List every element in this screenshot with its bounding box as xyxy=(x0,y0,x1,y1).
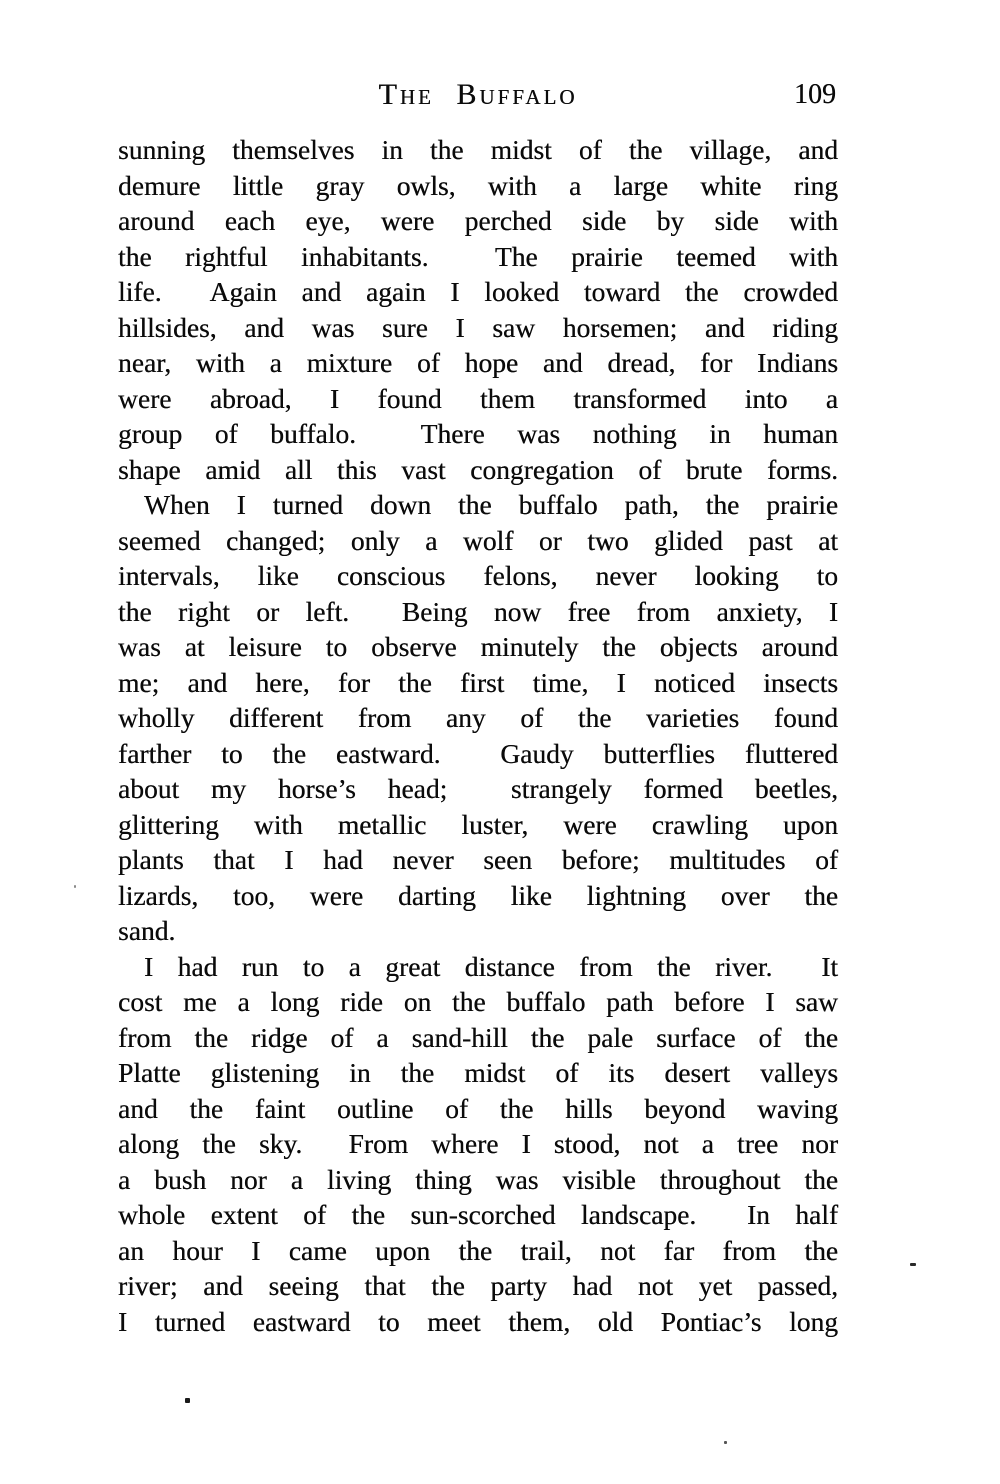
text-line: I had run to a great distance from the river. It xyxy=(144,950,838,982)
text-line: shape amid all this vast congregation of brute forms. xyxy=(118,453,838,485)
page-number: 109 xyxy=(794,79,836,110)
text-line: was at leisure to observe minutely the objects around xyxy=(118,631,838,662)
text-line: sand. xyxy=(118,915,176,946)
text-line: seemed changed; only a wolf or two glided past at xyxy=(118,524,838,556)
text-line: glittering with metallic luster, were crawling upon xyxy=(118,808,838,840)
text-line: intervals, like conscious felons, never looking to xyxy=(118,560,838,591)
text-line: the rightful inhabitants. The prairie teemed with xyxy=(118,240,838,272)
scan-speck xyxy=(185,1398,190,1403)
text-line: an hour I came upon the trail, not far from the xyxy=(118,1234,838,1266)
scan-speck xyxy=(74,885,76,888)
text-line: lizards, too, were darting like lightning over the xyxy=(118,879,838,911)
text-line: farther to the eastward. Gaudy butterflies fluttered xyxy=(118,737,838,769)
text-line: plants that I had never seen before; multitudes of xyxy=(118,844,838,875)
text-line: I turned eastward to meet them, old Pontiac’s long xyxy=(118,1305,838,1337)
text-line: from the ridge of a sand-hill the pale surface of the xyxy=(118,1021,838,1053)
text-line: the right or left. Being now free from anxiety, I xyxy=(118,595,838,627)
text-line: hillsides, and was sure I saw horsemen; and riding xyxy=(118,311,838,343)
text-line: around each eye, were perched side by side with xyxy=(118,205,838,236)
text-line: life. Again and again I looked toward the crowded xyxy=(118,276,838,307)
text-line: a bush nor a living thing was visible throughout the xyxy=(118,1163,838,1195)
text-line: along the sky. From where I stood, not a tree nor xyxy=(118,1128,838,1159)
text-line: sunning themselves in the midst of the village, and xyxy=(118,134,838,165)
text-line: whole extent of the sun-scorched landscape. In half xyxy=(118,1199,838,1230)
text-line: river; and seeing that the party had not yet passed, xyxy=(118,1270,838,1301)
page-header xyxy=(118,78,838,112)
text-line: near, with a mixture of hope and dread, for Indians xyxy=(118,347,838,378)
page-body xyxy=(118,132,838,1339)
text-line: group of buffalo. There was nothing in human xyxy=(118,418,838,449)
scan-speck xyxy=(724,1441,727,1444)
text-line: wholly different from any of the varieties found xyxy=(118,702,838,733)
text-line: and the faint outline of the hills beyond waving xyxy=(118,1092,838,1124)
running-title: The Buffalo xyxy=(378,78,578,111)
text-line: Platte glistening in the midst of its desert valleys xyxy=(118,1057,838,1088)
text-line: me; and here, for the first time, I noticed insects xyxy=(118,666,838,698)
text-line: demure little gray owls, with a large white ring xyxy=(118,169,838,201)
text-line: about my horse’s head; strangely formed beetles, xyxy=(118,773,838,804)
text-line: cost me a long ride on the buffalo path before I saw xyxy=(118,986,838,1017)
text-line: were abroad, I found them transformed into a xyxy=(118,382,838,414)
text-line: When I turned down the buffalo path, the prairie xyxy=(144,489,838,520)
scan-speck xyxy=(910,1263,916,1266)
